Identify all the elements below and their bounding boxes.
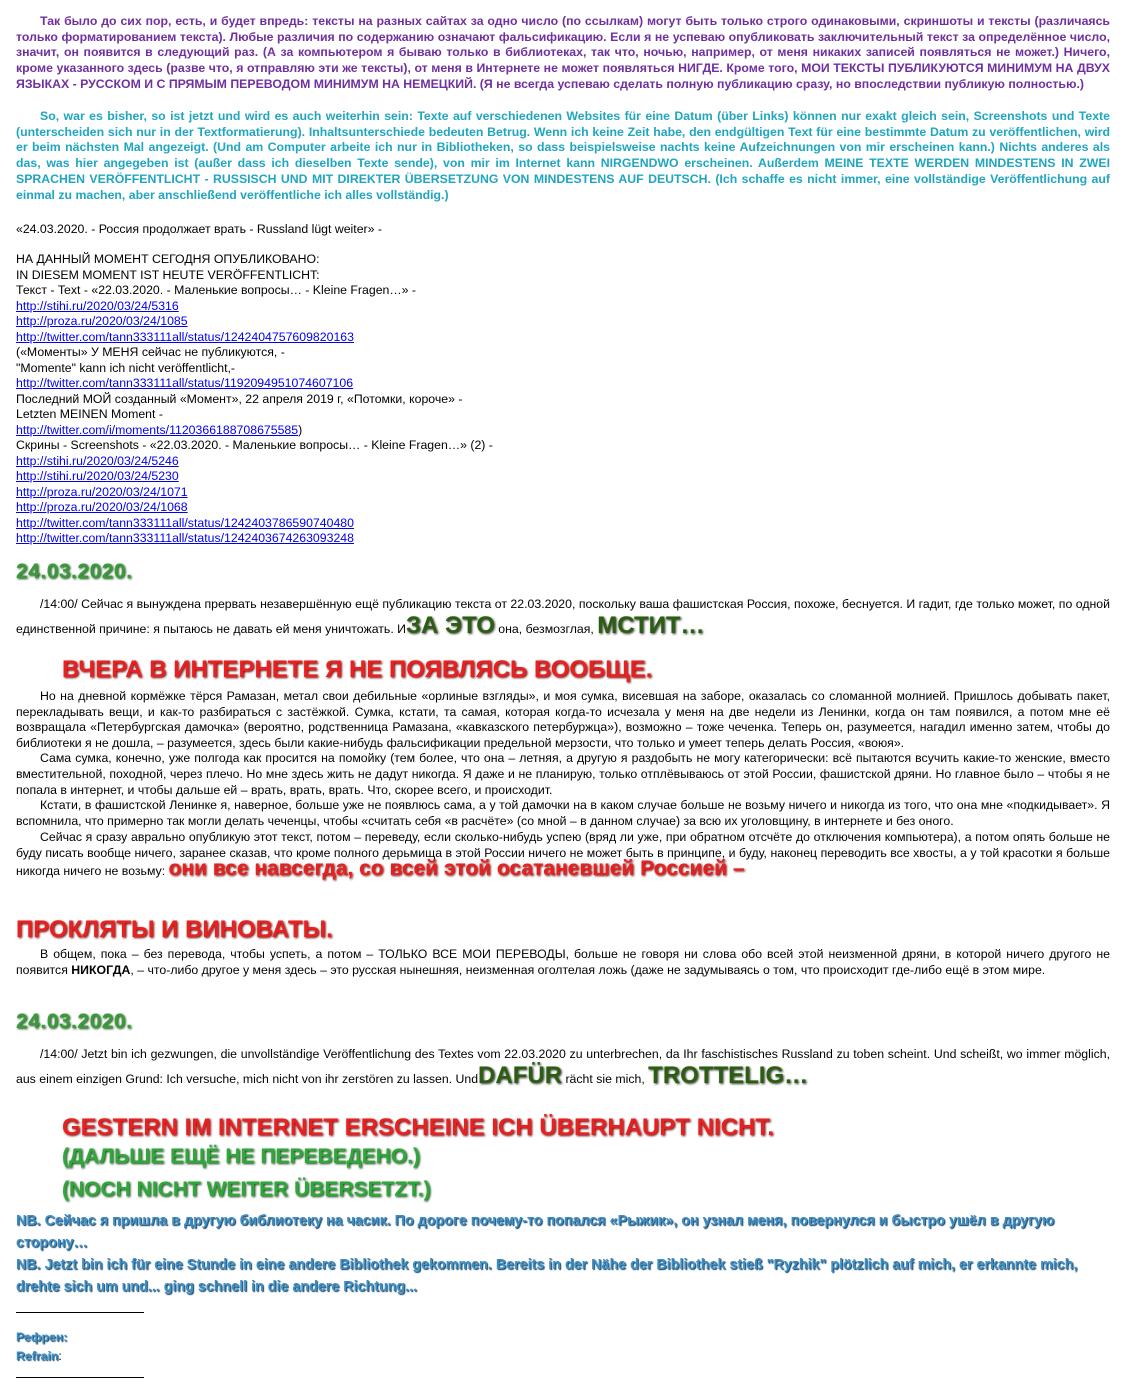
- intro-german: So, war es bisher, so ist jetzt und wird es auch weiterhin sein: Texte auf verschiedenen Websites für eine Datum (über Links) können nur exakt gleich sein, Screenshots und Texte (unterscheiden sich nur in der Textformatierung). Inhaltsunterschiede bedeuten Betrug. Wenn ich keine Zeit habe, den endgültigen Text für eine bestimmte Datum zu veröffentlichen, wird er beim nächsten Mal angezeigt. (Und am Computer arbeite ich nur in Bibliotheken, so dass beispielsweise nachts keine Aufzeichnungen von mir erscheinen kann.) Nichts anderes als das, was hier angegeben ist (außer dass ich dieselben Texte sende), von mir im Internet kann NIRGENDWO erscheinen. Außerdem MEINE TEXTE WERDEN MINDESTENS IN ZWEI SPRACHEN VERÖFFENTLICHT - RUSSISCH UND MIT DIREKTER ÜBERSETZUNG VON MINDESTENS AUF DEUTSCH. (Ich schaffe es nicht immer, eine vollständige Veröffentlichung auf einmal zu machen, aber anschließend veröffentliche ich alles vollständig.): [16, 109, 1110, 202]
- nb-german: NB. Jetzt bin ich für eine Stunde in eine andere Bibliothek gekommen. Bereits in der Nähe der Bibliothek stieß "Ryzhik" plötzlich auf mich, er erkannte mich, drehte sich um und... ging schnell in die andere Richtung...: [16, 1257, 1078, 1295]
- ru-body: [16, 689, 1110, 879]
- refrain-de-colon: :: [58, 1349, 62, 1363]
- refrain-de: [16, 1349, 62, 1363]
- de-emph-dafuer: DAFÜR: [478, 1062, 563, 1089]
- ru-p6-c: , – что-либо другое у меня здесь – это русская нынешняя, неизменная оголтелая ложь (даже не задумываясь о том, что происходит где-либо ещё в этом мире.: [130, 962, 1046, 977]
- de-emph-trottelig: TROTTELIG…: [648, 1062, 809, 1089]
- link-twitter-screen-1[interactable]: http://twitter.com/tann333111all/status/1242403786590740480: [16, 516, 354, 530]
- ru-p1-text: /14:00/ Сейчас я вынуждена прервать незавершённую ещё публикацию текста от 22.03.2020, поскольку ваша фашистская Россия, похоже, беснуется. И гадит, где только может, по одной единственной причине: я пытаюсь не давать ей меня уничтожать. И: [16, 597, 1110, 636]
- link-stihi-5316[interactable]: http://stihi.ru/2020/03/24/5316: [16, 299, 179, 313]
- de-red-headline: GESTERN IM INTERNET ERSCHEINE ICH ÜBERHAUPT NICHT.: [62, 1114, 775, 1141]
- ru-emph-za-eto: ЗА ЭТО: [406, 612, 495, 639]
- date-heading-de: 24.03.2020.: [16, 1010, 133, 1033]
- published-ru: НА ДАННЫЙ МОМЕНТ СЕГОДНЯ ОПУБЛИКОВАНО:: [16, 252, 320, 266]
- last-moment-ru: Последний МОЙ созданный «Момент», 22 апреля 2019 г, «Потомки, короче» -: [16, 392, 463, 406]
- not-translated-de: (NOCH NICHT WEITER ÜBERSETZT.): [62, 1178, 431, 1201]
- nb-notes: [16, 1210, 1110, 1298]
- intro-russian: Так было до сих пор, есть, и будет впредь: тексты на разных сайтах за одно число (по ссылкам) могут быть только строго одинаковыми, скриншоты и тексты (различаясь только форматированием текста). Любые различия по содержанию означают фальсификацию. Если я не успеваю опубликовать заключительный текст за определённое число, значит, он появится в следующий раз. (А за компьютером я бываю только в библиотеках, так что, ночью, например, от меня никаких записей появляться не может.) Ничего, кроме указанного здесь (разве что, я отправляю эти же тексты), от меня в Интернете не может появляться НИГДЕ. Кроме того, МОИ ТЕКСТЫ ПУБЛИКУЮТСЯ МИНИМУМ НА ДВУХ ЯЗЫКАХ - РУССКОМ И С ПРЯМЫМ ПЕРЕВОДОМ МИНИМУМ НА НЕМЕЦКИЙ. (Я не всегда успеваю сделать полную публикацию сразу, но впоследствии публикую полностью.): [16, 14, 1110, 91]
- divider-top: [16, 1312, 144, 1313]
- ru-red-cursed: ПРОКЛЯТЫ И ВИНОВАТЫ.: [16, 916, 333, 943]
- ru-paragraph-3: Сама сумка, конечно, уже полгода как просится на помойку (тем более, что она – летняя, а другую я раздобыть не могу категорически: всё пытаются всучить какие-то женские, вместо вместительной, походной, через плечо. Но мне здесь жить не дадут никогда. Я даже и не планирую, только отплёвываюсь от этой России, фашистской дряни. Но главное было – чтобы я не попала в интернет, и чтобы дальше ей – врать, врать, врать. Что, скорее всего, и происходит.: [16, 751, 1110, 797]
- moments-de: "Momente" kann ich nicht veröffentlicht,-: [16, 361, 236, 375]
- link-stihi-5230[interactable]: http://stihi.ru/2020/03/24/5230: [16, 469, 179, 483]
- ru-red-inline-1: они все навсегда, со всей этой осатаневшей Россией –: [168, 857, 745, 881]
- de-paragraph-1: [16, 1043, 1110, 1090]
- de-p1-mid: rächt sie mich,: [562, 1072, 649, 1086]
- ru-p1-mid: она, безмозглая,: [494, 622, 598, 636]
- screens-label: Скрины - Screenshots - «22.03.2020. - Маленькие вопросы… - Kleine Fragen…» (2) -: [16, 438, 493, 452]
- header-line: «24.03.2020. - Россия продолжает врать - Russland lügt weiter» -: [16, 222, 382, 236]
- last-moment-de: Letzten MEINEN Moment -: [16, 407, 163, 421]
- ru-paragraph-2: Но на дневной кормёжке тёрся Рамазан, метал свои дебильные «орлиные взгляды», и моя сумка, висевшая на заборе, оказалась со сломанной молнией. Пришлось добывать пакет, перекладывать вещи, и как-то разбираться с застёжкой. Сумка, кстати, та самая, которая когда-то исчезала у меня на две недели из Ленинки, когда он там появился, а потом мне её возвращала «Петербургская дамочка» (вероятно, родственница Рамазана, «кавказского петербуржца»), возможно – тоже чеченка. Теперь он, разумеется, нагадил именно затем, чтобы до библиотеки я не дошла, – разумеется, здесь были какие-нибудь фальсификации предельной мерзости, что только и умеет теперь делать Россия, «воюя».: [16, 689, 1110, 750]
- text-label: Текст - Text - «22.03.2020. - Маленькие вопросы… - Kleine Fragen…» -: [16, 283, 417, 297]
- divider-bottom: [16, 1377, 144, 1378]
- link-proza-1071[interactable]: http://proza.ru/2020/03/24/1071: [16, 485, 188, 499]
- ru-red-headline: ВЧЕРА В ИНТЕРНЕТЕ Я НЕ ПОЯВЛЯСЬ ВООБЩЕ.: [62, 656, 653, 683]
- not-translated-ru: (ДАЛЬШЕ ЕЩЁ НЕ ПЕРЕВЕДЕНО.): [62, 1145, 421, 1168]
- ru-paragraph-1: [16, 594, 1110, 640]
- published-de: IN DIESEM MOMENT IST HEUTE VERÖFFENTLICHT:: [16, 268, 320, 282]
- refrain-de-label: Refrain: [16, 1349, 59, 1363]
- paren-close: ): [298, 423, 303, 437]
- de-p1-text: /14:00/ Jetzt bin ich gezwungen, die unvollständige Veröffentlichung des Textes vom 22.03.2020 zu unterbrechen, da Ihr faschistisches Russland zu toben scheint. Und scheißt, wo immer möglich, aus einem einzigen Grund: Ich versuche, mich nicht von ihr zerstören zu lassen. Und: [16, 1047, 1110, 1086]
- date-heading-ru: 24.03.2020.: [16, 560, 133, 583]
- link-proza-1068[interactable]: http://proza.ru/2020/03/24/1068: [16, 500, 188, 514]
- refrain-ru: Рефрен:: [16, 1330, 68, 1344]
- ru-emph-mstit: МСТИТ…: [597, 612, 705, 639]
- link-proza-1085[interactable]: http://proza.ru/2020/03/24/1085: [16, 314, 188, 328]
- ru-p5-text: Сейчас я сразу аврально опубликую этот текст, потом – переведу, если сколько-нибудь успею (вряд ли уже, при обратном отсчёте до отключения компьютера), а потом опять больше не буду писать вообще ничего, заранее сказав, что кроме полного дерьмища в этой России ничего не может быть в принципе, и буду, наконец переводить все хвосты, а у той красотки я больше никогда ничего не возьму: [16, 830, 1110, 879]
- link-twitter-moments[interactable]: http://twitter.com/tann333111all/status/1192094951074607106: [16, 376, 354, 390]
- ru-p6-never: НИКОГДА: [71, 962, 131, 977]
- moments-ru: («Моменты» У МЕНЯ сейчас не публикуются, -: [16, 345, 285, 359]
- ru-p6-a: В общем, пока – без перевода, чтобы успеть, а потом – ТОЛЬКО ВСЕ МОИ ПЕРЕВОДЫ, больше не говоря ни слова обо всей этой неизменной дряни, в которой ничего другого не появится: [16, 947, 1110, 977]
- ru-paragraph-4: Кстати, в фашистской Ленинке я, наверное, больше уже не появлюсь сама, а у той дамочки на в каком случае больше не возьму ничего и никогда из того, что она мне «подкидывает». Я вспомнила, что примерно так могли делать чеченцы, чтобы «считать себя «в расчёте» (со мной – в данном случае) за всю их уголовщину, в интернете и без оного.: [16, 798, 1110, 828]
- nb-russian: NB. Сейчас я пришла в другую библиотеку на часик. По дороге почему-то попался «Рыжик», он узнал меня, повернулся и быстро ушёл в другую сторону…: [16, 1213, 1055, 1251]
- link-twitter-screen-2[interactable]: http://twitter.com/tann333111all/status/1242403674263093248: [16, 531, 354, 545]
- ru-p5-colon: :: [161, 864, 169, 879]
- link-last-moment[interactable]: http://twitter.com/i/moments/1120366188708675585: [16, 423, 299, 437]
- link-stihi-5246[interactable]: http://stihi.ru/2020/03/24/5246: [16, 454, 179, 468]
- link-twitter-text[interactable]: http://twitter.com/tann333111all/status/1242404757609820163: [16, 330, 354, 344]
- ru-paragraph-6: [16, 947, 1110, 978]
